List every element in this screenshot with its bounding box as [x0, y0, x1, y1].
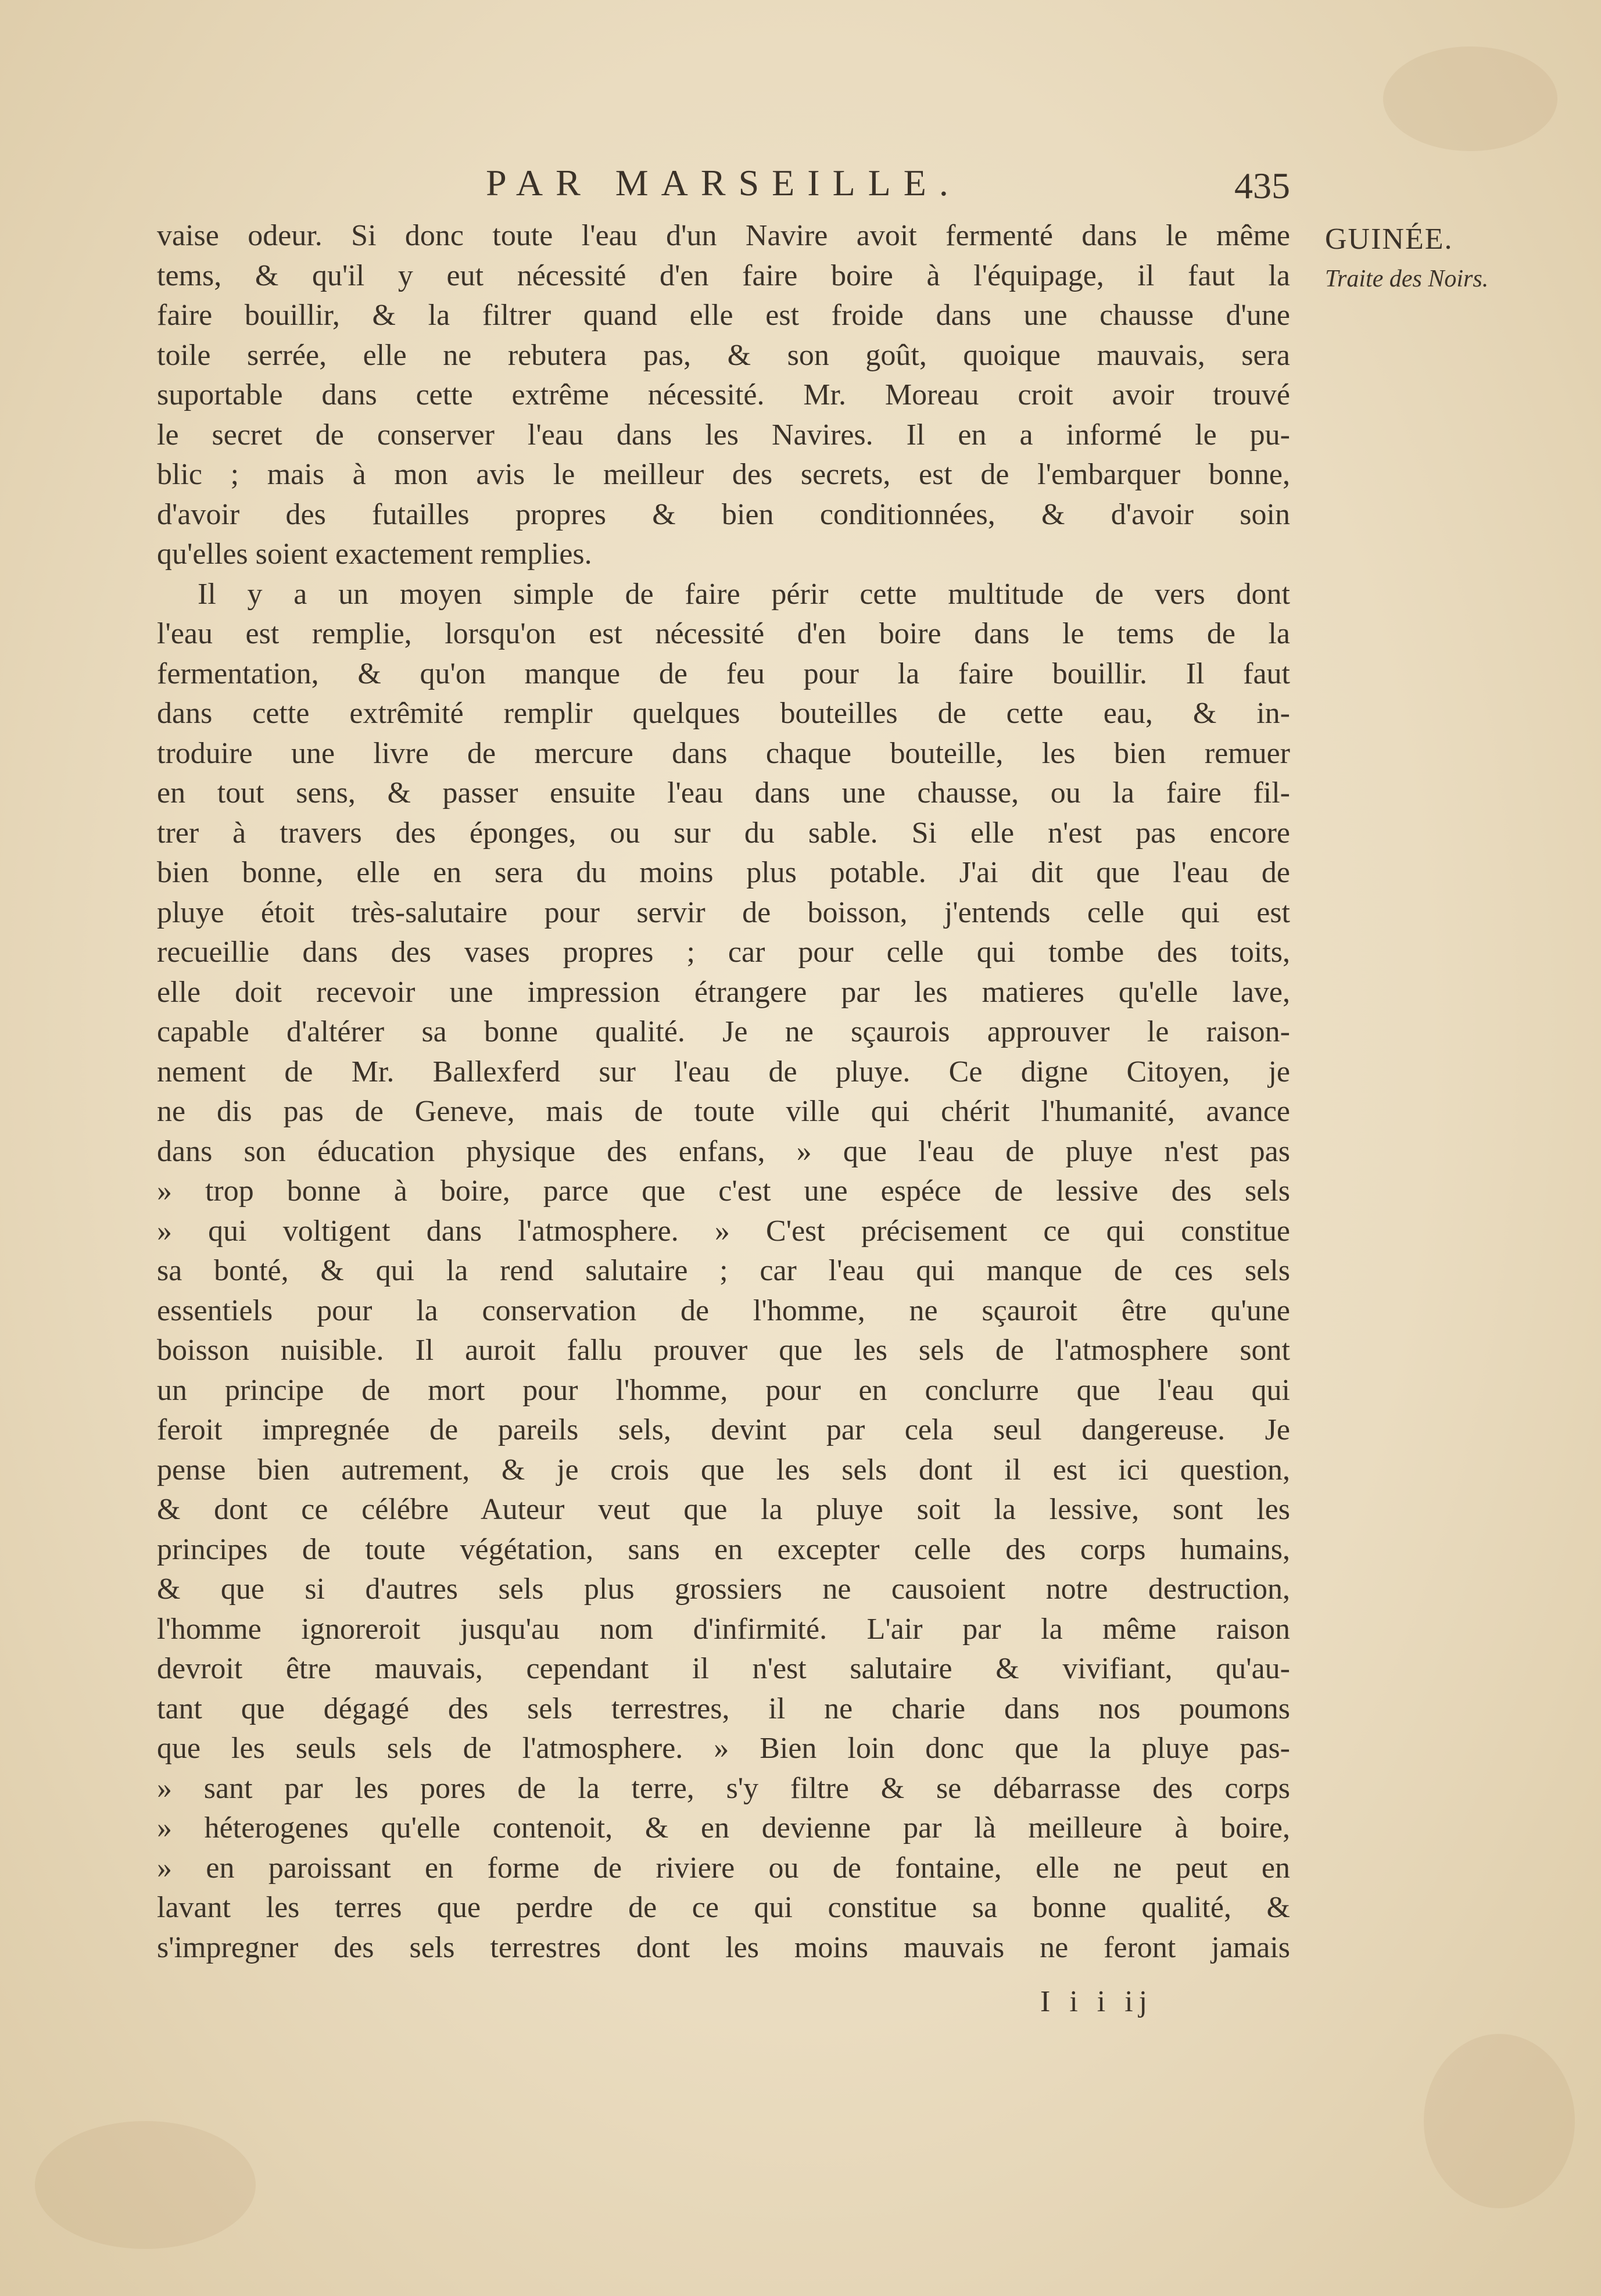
signature-mark: I i i ij: [1040, 1985, 1154, 2018]
text-line: l'homme ignoreroit jusqu'au nom d'infirmité. L'air par la même raison: [157, 1612, 1290, 1646]
text-line: trer à travers des éponges, ou sur du sable. Si elle n'est pas encore: [157, 816, 1290, 850]
body-text: [157, 216, 1290, 1968]
text-line: en tout sens, & passer ensuite l'eau dans une chausse, ou la faire fil-: [157, 776, 1290, 809]
text-line: nement de Mr. Ballexferd sur l'eau de pluye. Ce digne Citoyen, je: [157, 1055, 1290, 1088]
text-line: dans son éducation physique des enfans, » que l'eau de pluye n'est pas: [157, 1134, 1290, 1168]
text-line: elle doit recevoir une impression étrangere par les matieres qu'elle lave,: [157, 975, 1290, 1009]
page-number: 435: [1234, 165, 1290, 206]
text-line: & dont ce célébre Auteur veut que la pluye soit la lessive, sont les: [157, 1493, 1290, 1526]
text-line: d'avoir des futailles propres & bien conditionnées, & d'avoir soin: [157, 497, 1290, 531]
text-line: » héterogenes qu'elle contenoit, & en devienne par là meilleure à boire,: [157, 1811, 1290, 1844]
text-line: sa bonté, & qui la rend salutaire ; car l'eau qui manque de ces sels: [157, 1254, 1290, 1287]
text-line: » sant par les pores de la terre, s'y filtre & se débarrasse des corps: [157, 1771, 1290, 1805]
text-line: lavant les terres que perdre de ce qui constitue sa bonne qualité, &: [157, 1891, 1290, 1924]
text-line: fermentation, & qu'on manque de feu pour la faire bouillir. Il faut: [157, 657, 1290, 690]
text-line: boisson nuisible. Il auroit fallu prouver que les sels de l'atmosphere sont: [157, 1334, 1290, 1367]
text-line: faire bouillir, & la filtrer quand elle est froide dans une chausse d'une: [157, 299, 1290, 332]
text-line: troduire une livre de mercure dans chaque bouteille, les bien remuer: [157, 736, 1290, 770]
page-header: [157, 157, 1290, 209]
text-line: » trop bonne à boire, parce que c'est une espéce de lessive des sels: [157, 1174, 1290, 1208]
text-line: s'impregner des sels terrestres dont les moins mauvais ne feront jamais: [157, 1930, 1290, 1964]
margin-note-title: GUINÉE.: [1325, 223, 1453, 256]
margin-note-subtitle: Traite des Noirs.: [1325, 266, 1489, 292]
text-line: capable d'altérer sa bonne qualité. Je ne sçaurois approuver le raison-: [157, 1015, 1290, 1048]
paper-stain: [1424, 2034, 1575, 2208]
text-line: suportable dans cette extrême nécessité. Mr. Moreau croit avoir trouvé: [157, 378, 1290, 411]
text-line: pluye étoit très-salutaire pour servir de boisson, j'entends celle qui est: [157, 896, 1290, 929]
text-line: le secret de conserver l'eau dans les Navires. Il en a informé le pu-: [157, 418, 1290, 452]
text-line: toile serrée, elle ne rebutera pas, & son goût, quoique mauvais, sera: [157, 338, 1290, 372]
text-line: devroit être mauvais, cependant il n'est salutaire & vivifiant, qu'au-: [157, 1652, 1290, 1685]
text-line: que les seuls sels de l'atmosphere. » Bien loin donc que la pluye pas-: [157, 1732, 1290, 1765]
text-line: l'eau est remplie, lorsqu'on est nécessité d'en boire dans le tems de la: [157, 617, 1290, 650]
text-line: principes de toute végétation, sans en excepter celle des corps humains,: [157, 1532, 1290, 1566]
paper-stain: [35, 2121, 256, 2249]
paper-stain: [1383, 46, 1557, 151]
text-line: tant que dégagé des sels terrestres, il ne charie dans nos poumons: [157, 1692, 1290, 1725]
text-line: » en paroissant en forme de riviere ou de fontaine, elle ne peut en: [157, 1851, 1290, 1885]
text-line: & que si d'autres sels plus grossiers ne causoient notre destruction,: [157, 1573, 1290, 1606]
text-line: Il y a un moyen simple de faire périr cette multitude de vers dont: [198, 577, 1290, 611]
text-line: blic ; mais à mon avis le meilleur des secrets, est de l'embarquer bonne,: [157, 458, 1290, 491]
text-line: ne dis pas de Geneve, mais de toute ville qui chérit l'humanité, avance: [157, 1095, 1290, 1128]
text-line: qu'elles soient exactement remplies.: [157, 538, 592, 571]
text-line: feroit impregnée de pareils sels, devint par cela seul dangereuse. Je: [157, 1413, 1290, 1446]
text-line: recueillie dans des vases propres ; car pour celle qui tombe des toits,: [157, 936, 1290, 969]
text-line: » qui voltigent dans l'atmosphere. » C'est précisement ce qui constitue: [157, 1214, 1290, 1248]
text-line: tems, & qu'il y eut nécessité d'en faire boire à l'équipage, il faut la: [157, 259, 1290, 292]
text-line: vaise odeur. Si donc toute l'eau d'un Navire avoit fermenté dans le même: [157, 219, 1290, 252]
text-line: essentiels pour la conservation de l'homme, ne sçauroit être qu'une: [157, 1294, 1290, 1327]
text-line: bien bonne, elle en sera du moins plus potable. J'ai dit que l'eau de: [157, 856, 1290, 889]
text-line: un principe de mort pour l'homme, pour en conclurre que l'eau qui: [157, 1373, 1290, 1407]
text-line: dans cette extrêmité remplir quelques bouteilles de cette eau, & in-: [157, 697, 1290, 730]
text-line: pense bien autrement, & je crois que les sels dont il est ici question,: [157, 1453, 1290, 1487]
running-head: PAR MARSEILLE.: [486, 162, 961, 203]
